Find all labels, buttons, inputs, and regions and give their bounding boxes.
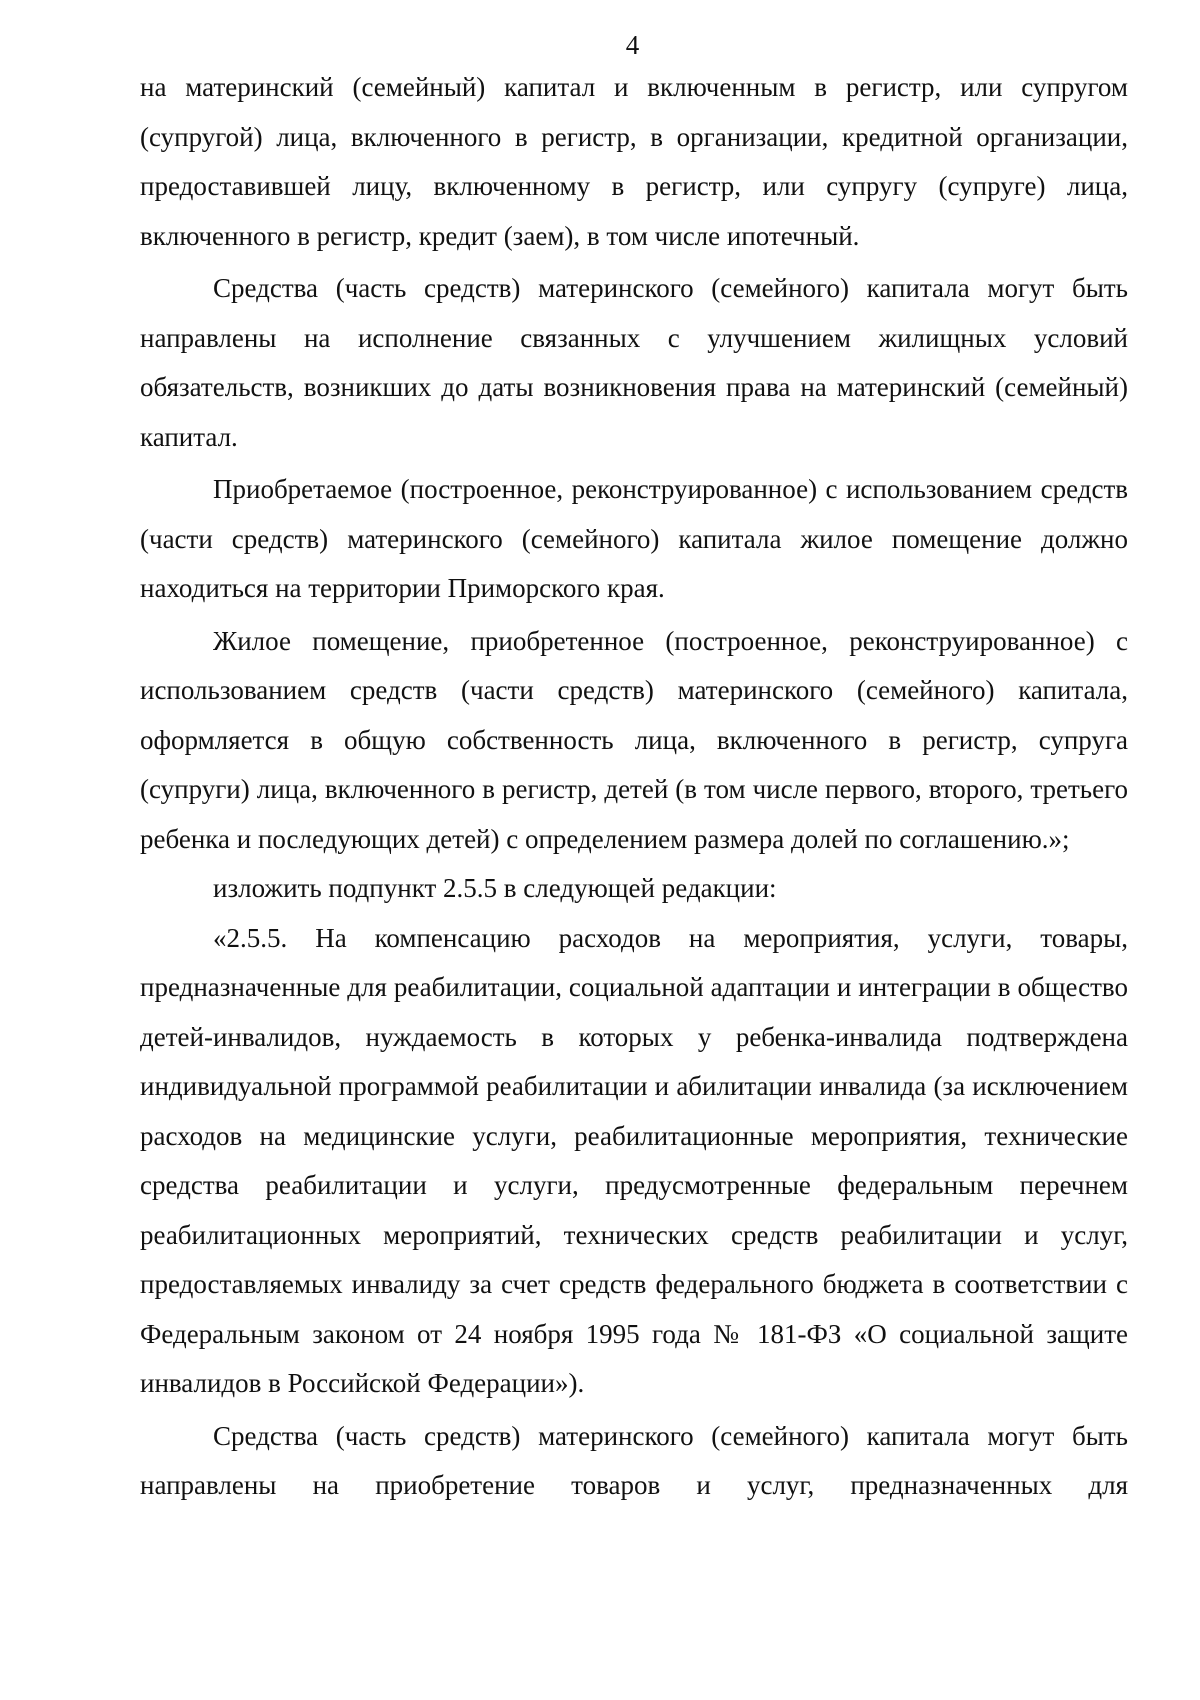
page-number: 4: [625, 30, 640, 60]
paragraph-amendment-instruction: изложить подпункт 2.5.5 в следующей редакции:: [213, 873, 777, 903]
document-body: [140, 63, 1128, 1511]
paragraph-housing-ownership: Жилое помещение, приобретенное (построенное, реконструированное) с использованием средств (части средств) материнского (семейного) капитала, оформляется в общую собственность лица, включенного в регистр, супруга (супруги) лица, включенного в регистр, детей (в том числе первого, второго, третьего ребенка и последующих детей) с определением размера долей по соглашению.»;: [140, 625, 1128, 854]
paragraph-funds-obligations: Средства (часть средств) материнского (семейного) капитала могут быть направлены на исполнение связанных с улучшением жилищных условий обязательств, возникших до даты возникновения права на материнский (семейный) капитал.: [140, 273, 1128, 452]
paragraph-continuation: на материнский (семейный) капитал и включенным в регистр, или супругом (супругой) лица, включенного в регистр, в организации, кредитной организации, предоставившей лицу, включенному в регистр, или супругу (супруге) лица, включенного в регистр, кредит (заем), в том числе ипотечный.: [140, 72, 1128, 251]
paragraph-funds-goods-services: Средства (часть средств) материнского (семейного) капитала могут быть направлены на приобретение товаров и услуг, предназначенных для: [140, 1420, 1128, 1500]
paragraph-subclause-2-5-5: «2.5.5. На компенсацию расходов на мероприятия, услуги, товары, предназначенные для реабилитации, социальной адаптации и интеграции в общество детей-инвалидов, нуждаемость в которых у ребенка-инвалида подтверждена индивидуальной программой реабилитации и абилитации инвалида (за исключением расходов на медицинские услуги, реабилитационные мероприятия, технические средства реабилитации и услуги, предусмотренные федеральным перечнем реабилитационных мероприятий, технических средств реабилитации и услуг, предоставляемых инвалиду за счет средств федерального бюджета в соответствии с Федеральным законом от 24 ноября 1995 года № 181-ФЗ «О социальной защите инвалидов в Российской Федерации»).: [140, 922, 1128, 1398]
paragraph-housing-location: Приобретаемое (построенное, реконструированное) с использованием средств (части средств) материнского (семейного) капитала жилое помещение должно находиться на территории Приморского края.: [140, 474, 1128, 603]
